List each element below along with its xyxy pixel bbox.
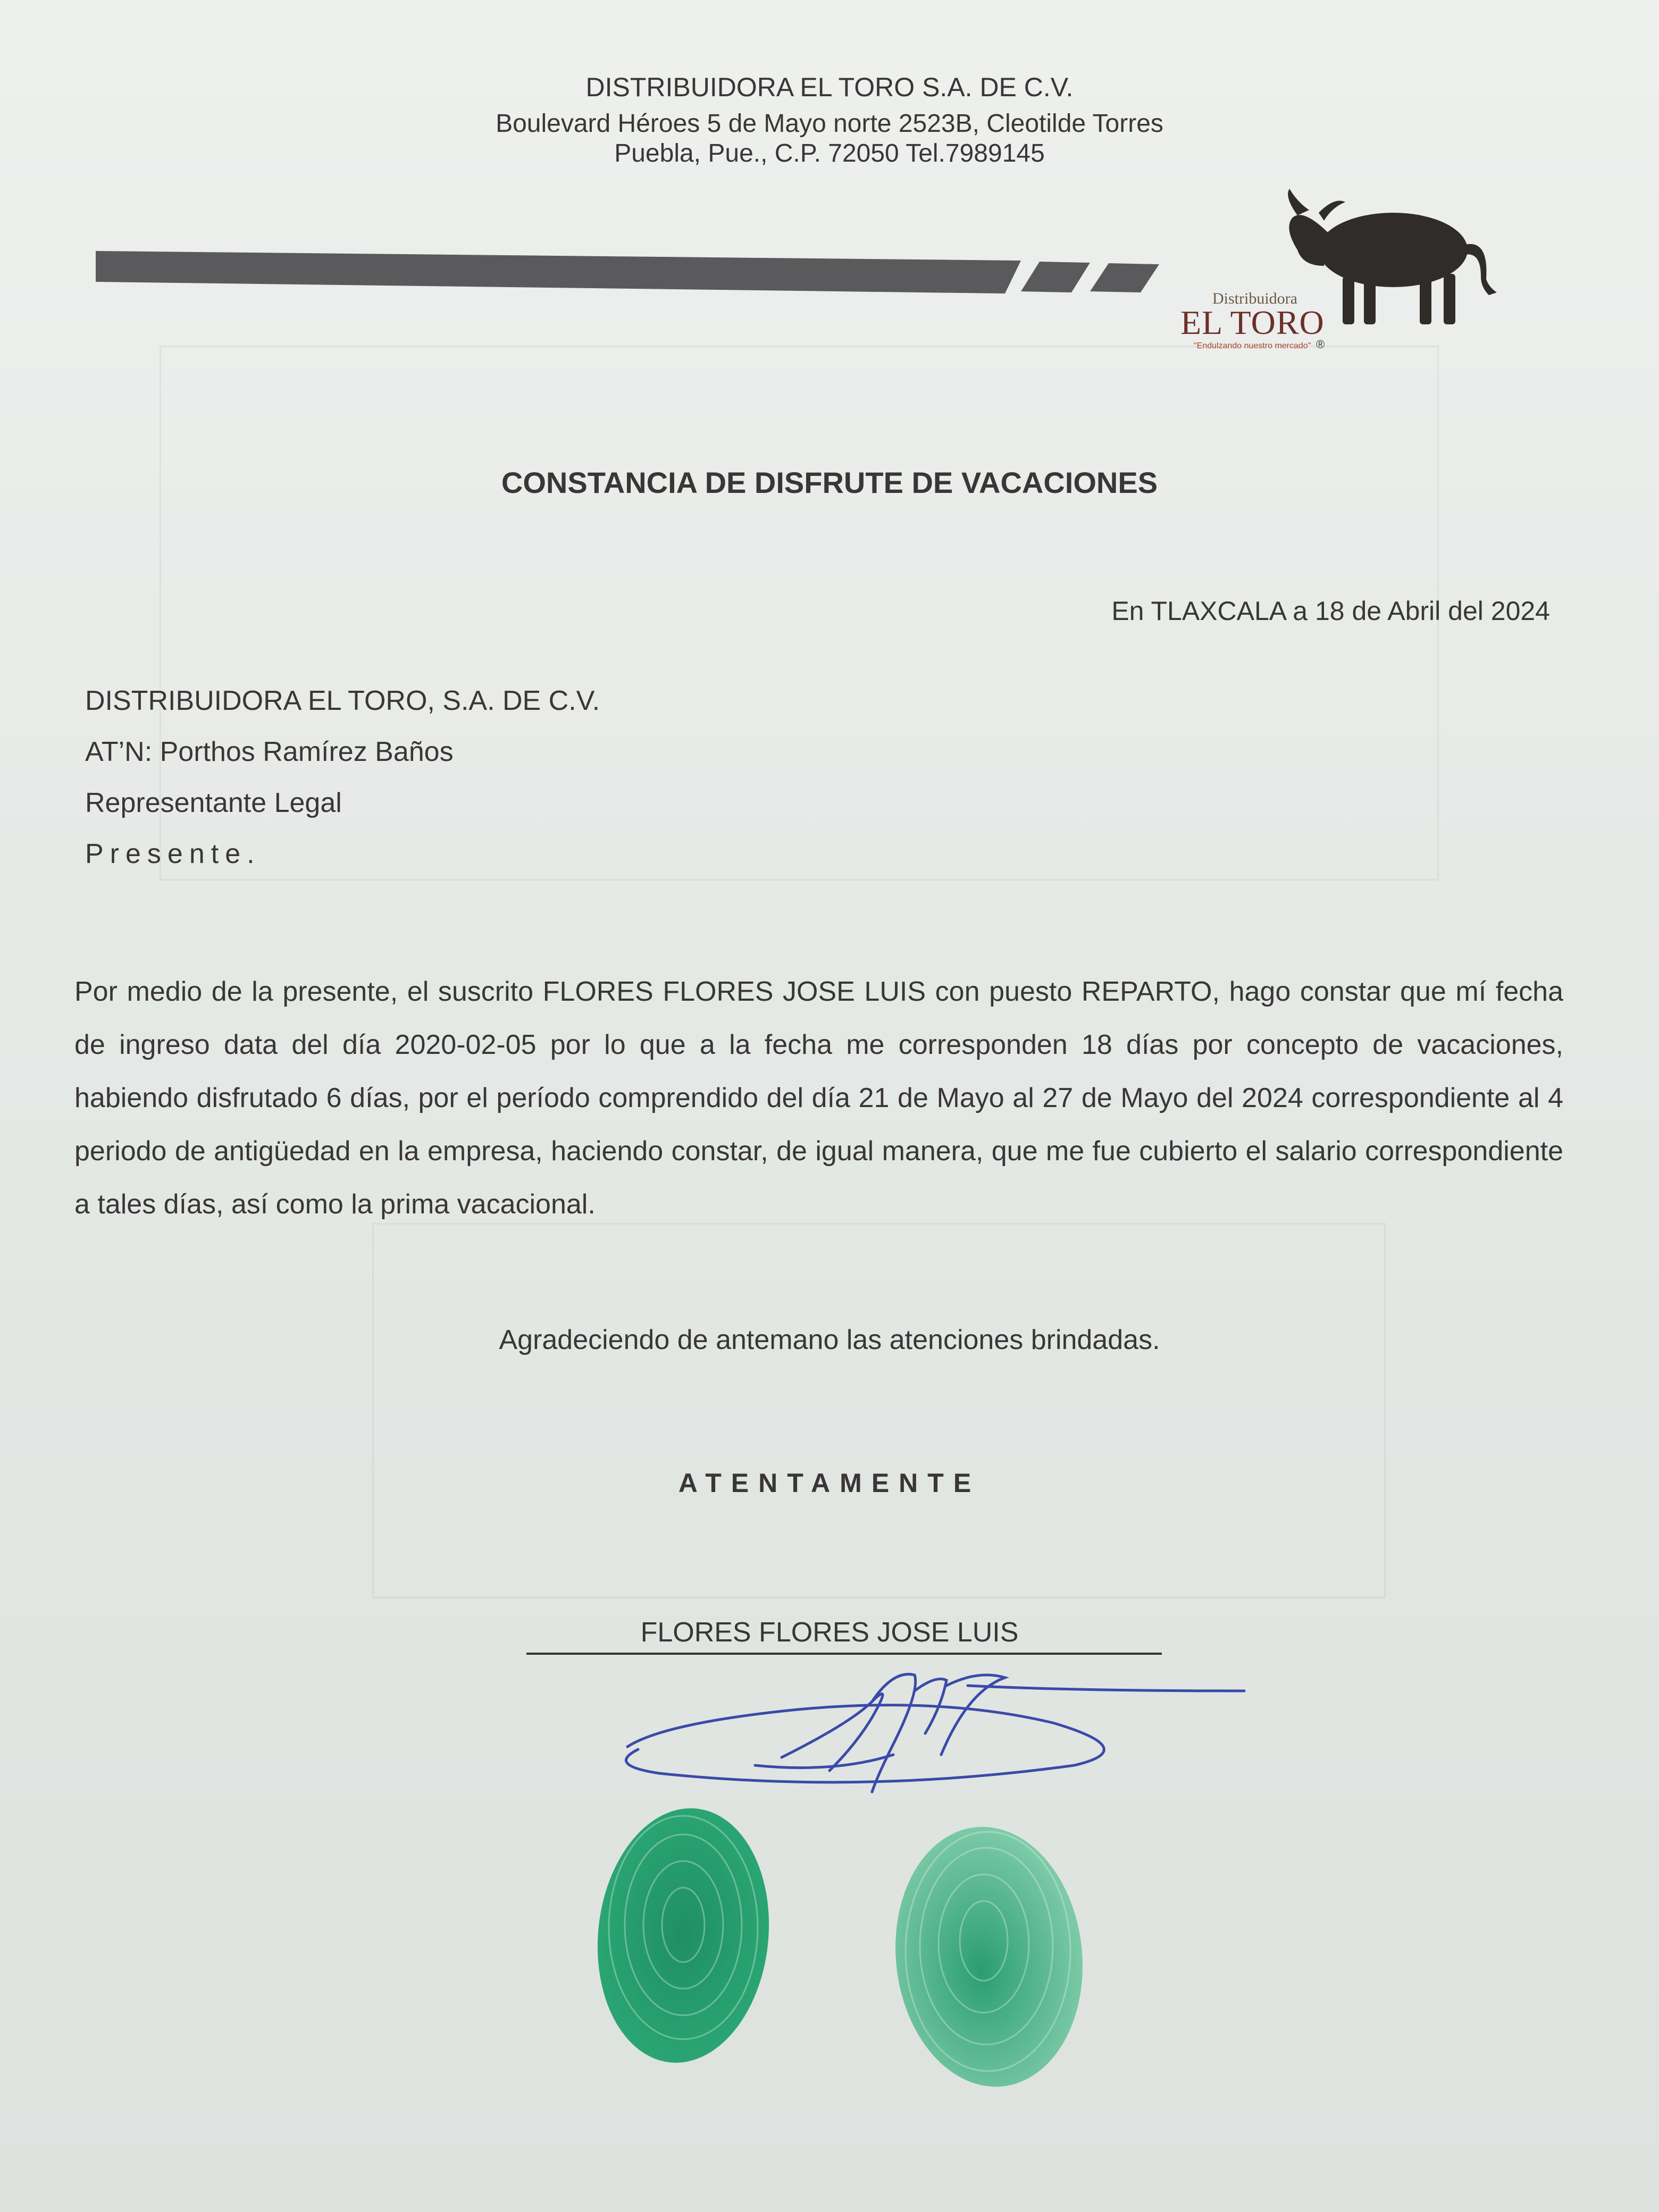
closing: ATENTAMENTE bbox=[678, 1468, 981, 1498]
recipient-company: DISTRIBUIDORA EL TORO, S.A. DE C.V. bbox=[85, 685, 600, 716]
salutation: Presente. bbox=[85, 839, 261, 869]
logo-tagline: "Endulzando nuestro mercado" bbox=[1194, 341, 1311, 350]
signer-name: FLORES FLORES JOSE LUIS bbox=[640, 1617, 1019, 1648]
letterhead-address-line2: Puebla, Pue., C.P. 72050 Tel.7989145 bbox=[614, 139, 1045, 167]
logo-brand-text: EL TORO bbox=[1180, 304, 1325, 341]
registered-mark: ® bbox=[1316, 338, 1325, 351]
fingerprints bbox=[574, 1781, 1106, 2100]
logo-small-text: Distribuidora bbox=[1212, 290, 1297, 307]
fingerprint-right bbox=[883, 1817, 1095, 2096]
letterhead-rule bbox=[96, 245, 1159, 298]
recipient-role: Representante Legal bbox=[85, 787, 342, 818]
recipient-block bbox=[85, 675, 600, 879]
letterhead-company: DISTRIBUIDORA EL TORO S.A. DE C.V. bbox=[585, 72, 1074, 102]
fingerprint-left bbox=[585, 1800, 781, 2072]
company-logo bbox=[1170, 186, 1510, 362]
signature-line bbox=[526, 1653, 1162, 1655]
letterhead-address bbox=[0, 109, 1659, 169]
body-paragraph: Por medio de la presente, el suscrito FLORES FLORES JOSE LUIS con puesto REPARTO, hago constar que mí fecha de ingreso data del día 2020-02-05 por lo que a la fecha me corresponden 18 días por concepto de vacaciones, habiendo disfrutado 6 días, por el período comprendido del día 21 de Mayo al 27 de Mayo del 2024 correspondiente al 4 periodo de antigüedad en la empresa, haciendo constar, de igual manera, que me fue cubierto el salario correspondiente a tales días, así como la prima vacacional. bbox=[74, 976, 1563, 1220]
letterhead-address-line1: Boulevard Héroes 5 de Mayo norte 2523B, Cleotilde Torres bbox=[496, 110, 1163, 138]
show-through-ghost bbox=[372, 1223, 1386, 1598]
thanks-line: Agradeciendo de antemano las atenciones brindadas. bbox=[499, 1325, 1160, 1355]
recipient-attn: AT’N: Porthos Ramírez Baños bbox=[85, 736, 454, 767]
document-title: CONSTANCIA DE DISFRUTE DE VACACIONES bbox=[501, 466, 1158, 499]
date-line: En TLAXCALA a 18 de Abril del 2024 bbox=[1111, 596, 1550, 626]
